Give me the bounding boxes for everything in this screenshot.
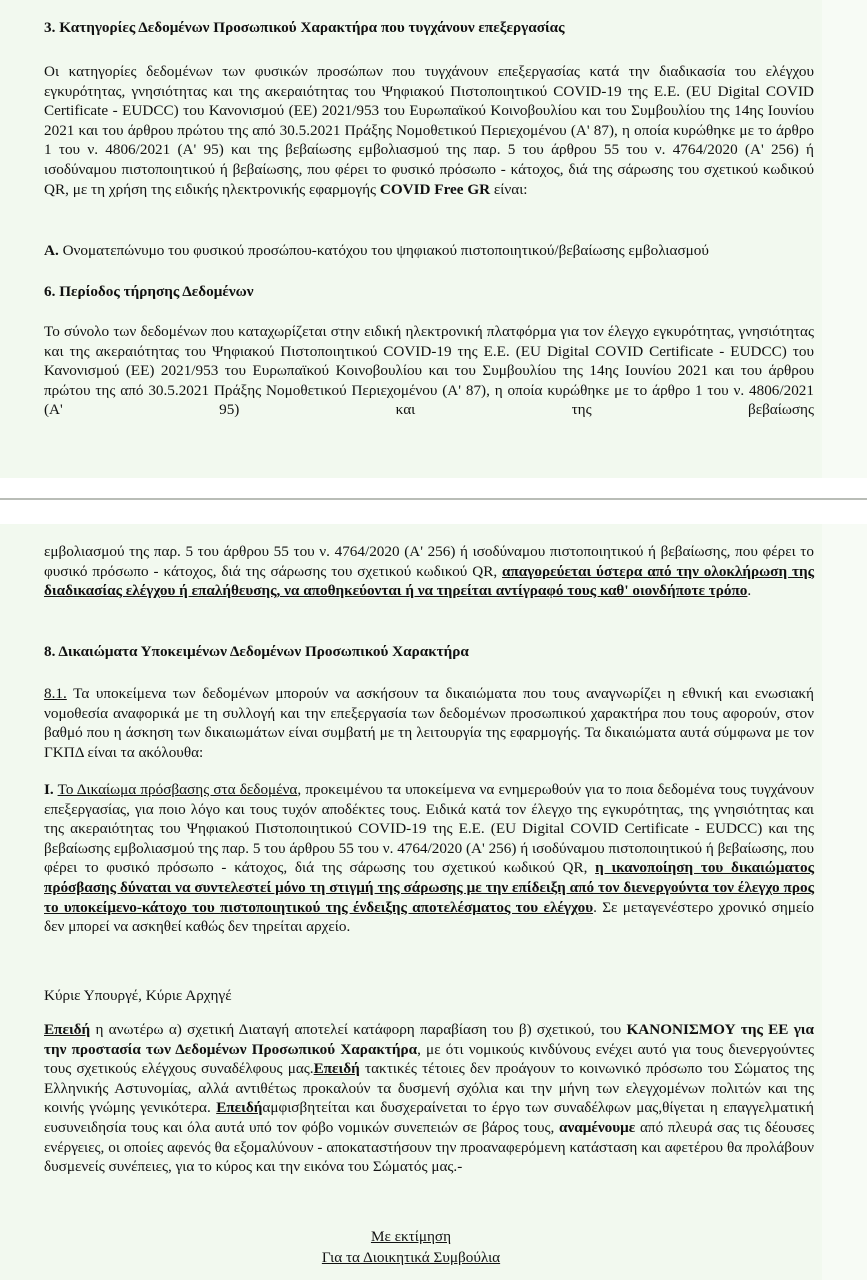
- section-8: [44, 642, 818, 662]
- section-3-text: Οι κατηγορίες δεδομένων των φυσικών προσώπων που τυγχάνουν επεξεργασίας κατά την διαδικασία του ελέγχου εγκυρότητας, γνησιότητας και της ακεραιότητας του Ψηφιακού Πιστοποιητικού COVID-19 της Ε.Ε. (EU Digital COVID Certificate - EUDCC) του Κανονισμού (ΕΕ) 2021/953 του Ευρωπαϊκού Κοινοβουλίου και του Συμβουλίου της 14ης Ιουνίου 2021 και του άρθρου πρώτου της από 30.5.2021 Πράξης Νομοθετικού Περιεχομένου (Α' 87), η οποία κυρώθηκε με το άρθρο 1 του ν. 4806/2021 (Α' 95) και της βεβαίωσης εμβολιασμού της παρ. 5 του άρθρου 55 του ν. 4764/2020 (Α' 256) ή ισοδύναμου πιστοποιητικού ή βεβαίωσης, που φέρει το φυσικό πρόσωπο - κάτοχος, διά της σάρωσης του σχετικού κωδικού QR, με τη χρήση της ειδικής ηλεκτρονικής εφαρμογής: [44, 63, 814, 198]
- document-page-1: [0, 0, 822, 478]
- section-6-text: Το σύνολο των δεδομένων που καταχωρίζεται στην ειδική ηλεκτρονική πλατφόρμα για τον έλεγχο εγκυρότητας, γνησιότητας και της ακεραιότητας του Ψηφιακού Πιστοποιητικού COVID-19 της Ε.Ε. (EU Digital COVID Certificate - EUDCC) του Κανονισμού (ΕΕ) 2021/953 του Ευρωπαϊκού Κοινοβουλίου και του Συμβουλίου της 14ης Ιουνίου 2021 και του άρθρου πρώτου της από 30.5.2021 Πράξης Νομοθετικού Περιεχομένου (Α' 87), η οποία κυρώθηκε με το άρθρο 1 του ν. 4806/2021 (Α' 95) και της βεβαίωσης: [44, 323, 814, 419]
- section-6-heading: 6. Περίοδος τήρησης Δεδομένων: [44, 283, 254, 300]
- section-6-cont-end: .: [747, 582, 752, 600]
- item-a-text: Ονοματεπώνυμο του φυσικού προσώπου-κατόχου του ψηφιακού πιστοποιητικού/βεβαίωσης εμβολιασμού: [58, 242, 709, 259]
- section-8-heading: 8. Δικαιώματα Υποκειμένων Δεδομένων Προσωπικού Χαρακτήρα: [44, 643, 469, 660]
- epeidi-2: Επειδή: [313, 1060, 360, 1078]
- signoff-line-2: Για τα Διοικητικά Συμβούλια: [321, 1249, 501, 1266]
- pI-bold: η ικανοποίηση του δικαιώματος πρόσβασης δύναται να συντελεστεί μόνο τη στιγμή της σάρωσης με την επίδειξη από τον διενεργούντα τον έλεγχο προς το υποκείμενο-κάτοχο του πιστοποιητικού της ένδειξης αποτελέσματος του ελέγχου: [44, 859, 814, 916]
- letter-t2: , με ότι νομικούς κινδύνους ενέχει αυτό για τους διενεργούντες τους σχετικούς ελέγχους συναδέλφους μας.: [44, 1040, 814, 1078]
- letter-t5: από πλευρά σας τις δέουσες ενέργειες, οι οποίες αφενός θα εξομαλύνουν - αποκαταστήσουν την προαναφερόμενη κατάσταση και αφετέρου θα προλάβουν δυσμενείς συνέπειες, για το κύρος και την εικόνα του Σώματός μας.-: [44, 1118, 814, 1176]
- p81-text: Τα υποκείμενα των δεδομένων μπορούν να ασκήσουν τα δικαιώματα που τους αναγνωρίζει η εθνική και ενωσιακή νομοθεσία αναφορικά με τη συλλογή και την επεξεργασία των δεδομένων προσωπικού χαρακτήρα που τους αφορούν, στον βαθμό που η άσκηση των δικαιωμάτων είναι συμβατή με τη λειτουργία της εφαρμογής. Τα δικαιώματα αυτά σύμφωνα με τον ΓΚΠΔ είναι τα ακόλουθα:: [44, 685, 814, 761]
- section-8-I: [44, 780, 818, 937]
- section-3-heading: 3. Κατηγορίες Δεδομένων Προσωπικού Χαρακτήρα που τυγχάνουν επεξεργασίας: [44, 19, 565, 36]
- section-6-cont-text: εμβολιασμού της παρ. 5 του άρθρου 55 του ν. 4764/2020 (Α' 256) ή ισοδύναμου πιστοποιητικού ή βεβαίωσης, που φέρει το φυσικό πρόσωπο - κάτοχος, διά της σάρωσης του σχετικού κωδικού QR,: [44, 543, 814, 580]
- salutation: Κύριε Υπουργέ, Κύριε Αρχηγέ: [44, 987, 232, 1004]
- section-3-paragraph: [44, 62, 818, 199]
- letter-t4: αμφισβητείται και δυσχεραίνεται το έργο των συναδέλφων μας,θίγεται η επαγγελματική ευσυνειδησία τους και όλα αυτά υπό τον φόβο νομικών συνεπειών σε βάρος τους,: [44, 1099, 814, 1136]
- page-divider: [0, 498, 867, 500]
- pI-end: . Σε μεταγενέστερο χρονικό σημείο δεν μπορεί να ασκηθεί καθώς δεν τηρείται αρχείο.: [44, 898, 814, 936]
- section-3-end: είναι:: [490, 180, 528, 198]
- section-6-continuation: [44, 542, 818, 601]
- section-6-paragraph: [44, 322, 818, 420]
- epeidi-1: Επειδή: [44, 1021, 91, 1038]
- regulation-name: ΚΑΝΟΝΙΣΜΟΥ της ΕΕ για την προστασία των Δεδομένων Προσωπικού Χαρακτήρα: [44, 1021, 814, 1058]
- epeidi-3: Επειδή: [216, 1099, 263, 1117]
- pI-label: Ι.: [44, 781, 54, 798]
- letter-body: [44, 1020, 818, 1177]
- document-page-2: [0, 524, 822, 1280]
- section-6-cont-bold: απαγορεύεται ύστερα από την ολοκλήρωση της διαδικασίας ελέγχου ή επαλήθευσης, να αποθηκεύονται ή να τηρείται αντίγραφό τους καθ' οιονδήποτε τρόπο: [44, 562, 814, 600]
- anamenoume: αναμένουμε: [559, 1118, 636, 1136]
- pI-right-of-access: Το Δικαίωμα πρόσβασης στα δεδομένα: [57, 781, 298, 798]
- letter-t3: τακτικές τέτοιες δεν προάγουν το κοινωνικό πρόσωπο του Σώματος της Ελληνικής Αστυνομίας, αλλά αντιθέτως προκαλούν τα δυσμενή σχόλια και την μήνη των ελεγχομένων πολιτών και της κοινής γνώμης γενικότερα.: [44, 1060, 814, 1117]
- section-6: [44, 282, 818, 302]
- section-3: [44, 18, 818, 38]
- letter-t1: η ανωτέρω α) σχετική Διαταγή αποτελεί κατάφορη παραβίαση του β) σχετικού, του: [90, 1021, 627, 1038]
- section-8-1: [44, 684, 818, 762]
- section-3-item-a: [44, 241, 818, 261]
- signoff: [0, 1226, 822, 1268]
- app-name: COVID Free GR: [379, 180, 491, 198]
- signoff-line-1: Με εκτίμηση: [370, 1228, 452, 1245]
- item-a-label: Α.: [44, 242, 59, 259]
- pI-text: , προκειμένου τα υποκείμενα να ενημερωθούν για το ποια δεδομένα τους τυγχάνουν επεξεργασίας, για ποιο λόγο και τους τυχόν αποδέκτες τους. Ειδικά κατά τον έλεγχο της εγκυρότητας, της γνησιότητας και της ακεραιότητας του Ψηφιακού Πιστοποιητικού COVID-19 της Ε.Ε. (EU Digital COVID Certificate - EUDCC) και της βεβαίωσης εμβολιασμού της παρ. 5 του άρθρου 55 του ν. 4764/2020 (Α' 256) ή ισοδύναμου πιστοποιητικού ή βεβαίωσης, που φέρει το φυσικό πρόσωπο - κάτοχος, διά της σάρωσης του σχετικού κωδικού QR,: [44, 781, 814, 877]
- p81-label: 8.1.: [44, 685, 67, 702]
- page-gap: [0, 478, 867, 524]
